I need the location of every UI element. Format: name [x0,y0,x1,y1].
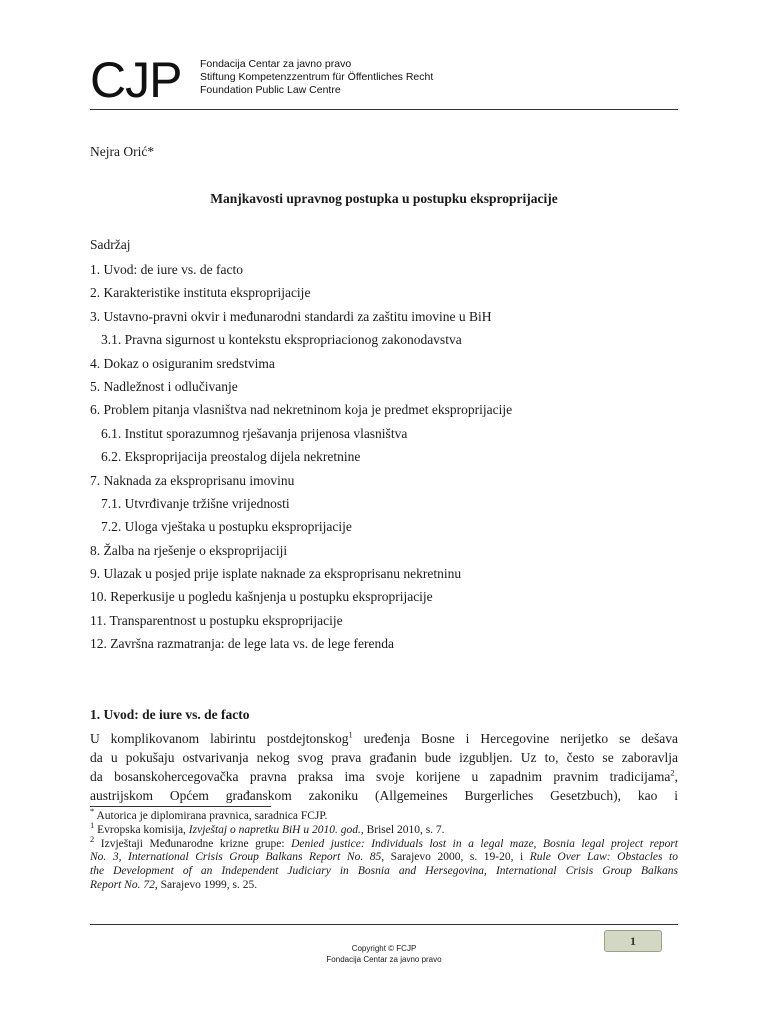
toc-item: 7. Naknada za eksproprisanu imovinu [90,472,295,488]
footer-divider [90,924,678,925]
toc-item: 2. Karakteristike instituta eksproprijacije [90,285,311,301]
footnote-star: * Autorica je diplomirana pravnica, saradnica FCJP. [90,806,328,822]
document-title: Manjkavosti upravnog postupka u postupku eksproprijacije [210,191,558,206]
toc-item: 6. Problem pitanja vlasništva nad nekretninom koja je predmet eksproprijacije [90,402,513,418]
cjp-logo: CJP [90,52,182,108]
toc-item: 9. Ulazak u posjed prije isplate naknade za eksproprisanu nekretninu [90,566,462,582]
footnote-2: $^2$ Izvještaji Međunarodne krizne grupe: Denied justice: Individuals lost in a legal maze, Bosnia legal project report No. 3, International Crisis Group Balkans Report No. 85, Sarajevo 2000, s. 19-20, i Rule Over Law: Obstacles to the Development of an Independent Judiciary in Bosnia and Hersegovina, International Crisis Group Balkans Report No. 72, Sarajevo 1999, s. 25. [90,833,678,891]
footnote-divider [90,806,271,807]
page-header [90,52,678,110]
paragraph-line: austrijskom Općem građanskom zakoniku (Allgemeines Burgerliches Gesetzbuch), kao i [90,788,678,803]
footnote-1: $^1$ Evropska komisija, Izvještaj o napretku BiH u 2010. god., Brisel 2010, s. 7. [90,819,445,836]
section-heading: 1. Uvod: de iure vs. de facto [90,707,250,722]
table-of-contents [90,260,678,658]
footnotes [90,806,678,893]
header-divider [90,109,678,110]
toc-item: 3. Ustavno-pravni okvir i međunarodni standardi za zaštitu imovine u BiH [90,308,492,324]
toc-subitem: 3.1. Pravna sigurnost u kontekstu ekspropriacionog zakonodavstva [101,332,462,348]
copyright-notice: Copyright © FCJP [351,944,417,953]
toc-item: 1. Uvod: de iure vs. de facto [90,262,243,277]
org-name-german: Stiftung Kompetenzzentrum für Öffentliches Recht [200,71,434,83]
org-name-bosnian: Fondacija Centar za javno pravo [200,58,352,70]
toc-subitem: 7.2. Uloga vještaka u postupku eksproprijacije [101,519,352,535]
toc-item: 8. Žalba na rješenje o eksproprijaciji [90,542,288,558]
toc-item: 10. Reperkusije u pogledu kašnjenja u postupku eksproprijacije [90,589,433,605]
page-footer [90,944,678,965]
paragraph-line: U komplikovanom labirintu postdejtonskog$^1$ uređenja Bosne i Hercegovine nerijetko se dešava [90,729,678,746]
footnote-ref: 2 [670,767,675,778]
toc-item: 5. Nadležnost i odlučivanje [90,378,238,394]
toc-subitem: 6.2. Eksproprijacija preostalog dijela nekretnine [101,449,361,465]
toc-item: 12. Završna razmatranja: de lege lata vs. de lege ferenda [90,636,394,652]
organization-names [200,58,433,97]
footer-org-name: Fondacija Centar za javno pravo [326,954,442,964]
toc-heading: Sadržaj [90,237,131,252]
page-number-badge: 1 [604,930,662,952]
author-name: Nejra Orić* [90,144,155,159]
paragraph-line: da bosanskohercegovačka pravna praksa ima svoje korijene u zapadnim pravnim tradicijama$^2$, [90,767,678,784]
toc-item: 11. Transparentnost u postupku eksproprijacije [90,612,343,628]
paragraph-line: da u pokušaju ostvarivanja nekog svog prava građanin bude izgubljen. Uz to, često se zaboravlja [90,750,678,765]
toc-subitem: 6.1. Institut sporazumnog rješavanja prijenosa vlasništva [101,425,408,441]
toc-subitem: 7.1. Utvrđivanje tržišne vrijednosti [101,495,290,511]
body-paragraph [90,729,678,805]
toc-item: 4. Dokaz o osiguranim sredstvima [90,355,275,371]
footnote-ref: 1 [348,729,353,740]
org-name-english: Foundation Public Law Centre [200,84,341,96]
